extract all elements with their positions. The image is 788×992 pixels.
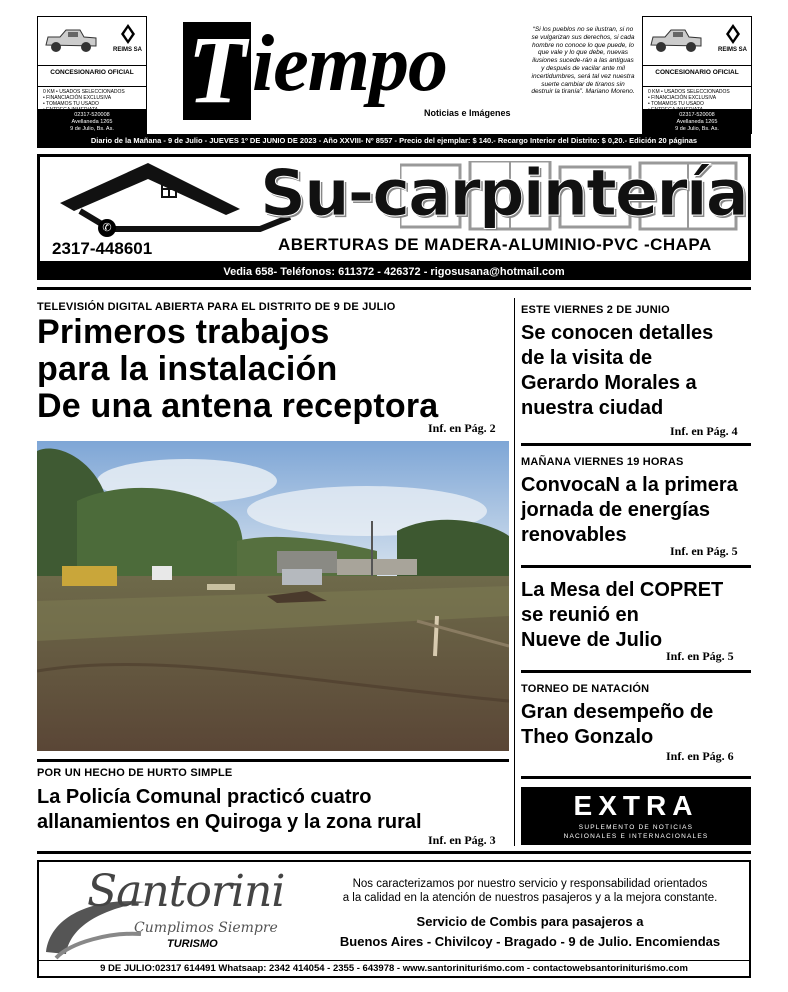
santorini-brand: Santorini [87, 866, 285, 917]
side-headline-morales[interactable] [521, 321, 713, 421]
divider [521, 443, 751, 446]
police-kicker: POR UN HECHO DE HURTO SIMPLE [37, 767, 233, 779]
headline-line: La Policía Comunal practicó cuatro [37, 786, 372, 808]
santorini-contact-bar: 9 DE JULIO:02317 614491 Whatsaap: 2342 414054 - 2355 - 643978 - www.santorinituriśmo.com - contactowebsantorinituriśmo.com [39, 960, 749, 976]
side-kicker: ESTE VIERNES 2 DE JUNIO [521, 304, 670, 316]
divider [37, 287, 751, 290]
masthead-title: iempo [252, 20, 447, 108]
edition-info-bar: Diario de la Mañana - 9 de Julio - JUEVES 1º DE JUNIO DE 2023 - Año XXVIII- Nº 8557 - Precio del ejemplar: $ 140.- Recargo Interior del Distrito: $ 0,20.- Edición 20 páginas [37, 134, 751, 148]
police-page-ref: Inf. en Pág. 3 [428, 833, 496, 847]
masthead-quote: “Si los pueblos no se ilustran, si no se vulgarizan sus derechos, si cada hombre no conoce lo que puede, lo que vale y lo que debe, nuevas ilusiones sucede-rán a las antiguas y después de vacilar ante mil incertidumbres, será tal vez nuestra suerte cambiar de tiranos sin destruir la tiranía”. Mariano Moreno. [531, 26, 635, 96]
divider [521, 670, 751, 673]
headline-line: Primeros trabajos [37, 313, 330, 351]
lead-page-ref: Inf. en Pág. 2 [428, 421, 496, 435]
dealer-ad-top [38, 17, 146, 87]
pickup-truck-icon [44, 27, 98, 53]
extra-title: EXTRA [573, 790, 699, 821]
carpentry-subtitle: ABERTURAS DE MADERA-ALUMINIO-PVC -CHAPA [278, 235, 712, 254]
extra-supplement-box[interactable] [521, 787, 751, 845]
headline-line: nuestra ciudad [521, 397, 664, 419]
list-item: • TOMAMOS TU USADO [648, 101, 704, 107]
side-page-ref: Inf. en Pág. 4 [670, 424, 738, 438]
lead-kicker: TELEVISIÓN DIGITAL ABIERTA PARA EL DISTRITO DE 9 DE JULIO [37, 301, 396, 313]
dealer-ad-right [642, 16, 752, 134]
headline-line: La Mesa del COPRET [521, 579, 724, 601]
dealer-title: CONCESIONARIO OFICIAL [643, 65, 751, 76]
list-item: • TOMAMOS TU USADO [43, 101, 99, 107]
headline-line: de la visita de [521, 347, 653, 369]
dealer-phone: 02317-520008 [679, 112, 715, 118]
divider [521, 565, 751, 568]
side-page-ref: Inf. en Pág. 5 [670, 544, 738, 558]
headline-line: se reunió en [521, 604, 639, 626]
carpentry-ad [37, 154, 751, 264]
carpentry-phone: 2317-448601 [52, 239, 153, 258]
santorini-service: Servicio de Combis para pasajeros a [416, 914, 644, 929]
carpentry-contact-bar: Vedia 658- Teléfonos: 611372 - 426372 - rigosusana@hotmail.com [37, 264, 751, 280]
santorini-text: Nos caracterizamos por nuestro servicio y responsabilidad orientados [352, 878, 708, 890]
dealer-city: 9 de Julio, Bs. As. [675, 126, 719, 132]
list-item: • FINANCIACIÓN EXCLUSIVA [648, 95, 717, 101]
santorini-ad [37, 860, 751, 978]
dealer-address: Avellaneda 1265 [676, 119, 718, 125]
dealer-brand: REIMS SA [717, 47, 747, 53]
headline-line: Nueve de Julio [521, 629, 663, 651]
masthead-initial: T [183, 22, 251, 120]
list-item: 0 KM • USADOS SELECCIONADOS [648, 89, 730, 95]
pickup-truck-icon [649, 27, 703, 53]
renault-logo-icon [120, 23, 136, 45]
lead-photo [37, 441, 509, 751]
field-photo-image [37, 441, 509, 751]
headline-line: jornada de energías [521, 499, 710, 521]
headline-line: allanamientos en Quiroga y la zona rural [37, 811, 422, 833]
side-kicker: TORNEO DE NATACIÓN [521, 683, 650, 695]
dealer-contact [38, 109, 146, 133]
headline-line: Gran desempeño de [521, 701, 714, 723]
extra-sub: NACIONALES E INTERNACIONALES [563, 833, 709, 840]
extra-sub: SUPLEMENTO DE NOTICIAS [578, 824, 694, 831]
dealer-ad-top [643, 17, 751, 87]
police-headline[interactable] [37, 785, 422, 835]
dealer-title: CONCESIONARIO OFICIAL [38, 65, 146, 76]
santorini-text: a la calidad en la atención de nuestros pasajeros y a la mejora constante. [342, 892, 718, 904]
headline-line: ConvocaN a la primera [521, 474, 738, 496]
side-kicker: MAÑANA VIERNES 19 HORAS [521, 456, 684, 468]
santorini-routes: Buenos Aires - Chivilcoy - Bragado - 9 de Julio. Encomiendas [339, 934, 721, 949]
headline-line: para la instalación [37, 350, 338, 388]
santorini-type: TURISMO [167, 938, 218, 950]
divider [521, 776, 751, 779]
headline-line: Gerardo Morales a [521, 372, 697, 394]
masthead-subtitle: Noticias e Imágenes [424, 108, 511, 118]
santorini-slogan: Cumplimos Siempre [134, 920, 278, 936]
dealer-ad-left [37, 16, 147, 134]
list-item: • FINANCIACIÓN EXCLUSIVA [43, 95, 112, 101]
divider [37, 759, 509, 762]
dealer-address: Avellaneda 1265 [71, 119, 113, 125]
whatsapp-icon: ✆ [98, 219, 116, 237]
headline-line: renovables [521, 524, 627, 546]
dealer-contact [643, 109, 751, 133]
lead-headline[interactable] [37, 314, 438, 425]
dealer-city: 9 de Julio, Bs. As. [70, 126, 114, 132]
dealer-phone: 02317-520008 [74, 112, 110, 118]
dealer-brand: REIMS SA [112, 47, 142, 53]
side-headline-copret[interactable] [521, 578, 723, 653]
column-divider [514, 298, 515, 846]
list-item: 0 KM • USADOS SELECCIONADOS [43, 89, 125, 95]
carpentry-title: Su-carpintería [260, 157, 747, 231]
headline-line: De una antena receptora [37, 387, 439, 425]
side-headline-natacion[interactable] [521, 700, 713, 750]
headline-line: Se conocen detalles [521, 322, 714, 344]
renault-logo-icon [725, 23, 741, 45]
headline-line: Theo Gonzalo [521, 726, 654, 748]
divider [37, 851, 751, 854]
side-headline-energias[interactable] [521, 473, 738, 548]
side-page-ref: Inf. en Pág. 6 [666, 749, 734, 763]
side-page-ref: Inf. en Pág. 5 [666, 649, 734, 663]
